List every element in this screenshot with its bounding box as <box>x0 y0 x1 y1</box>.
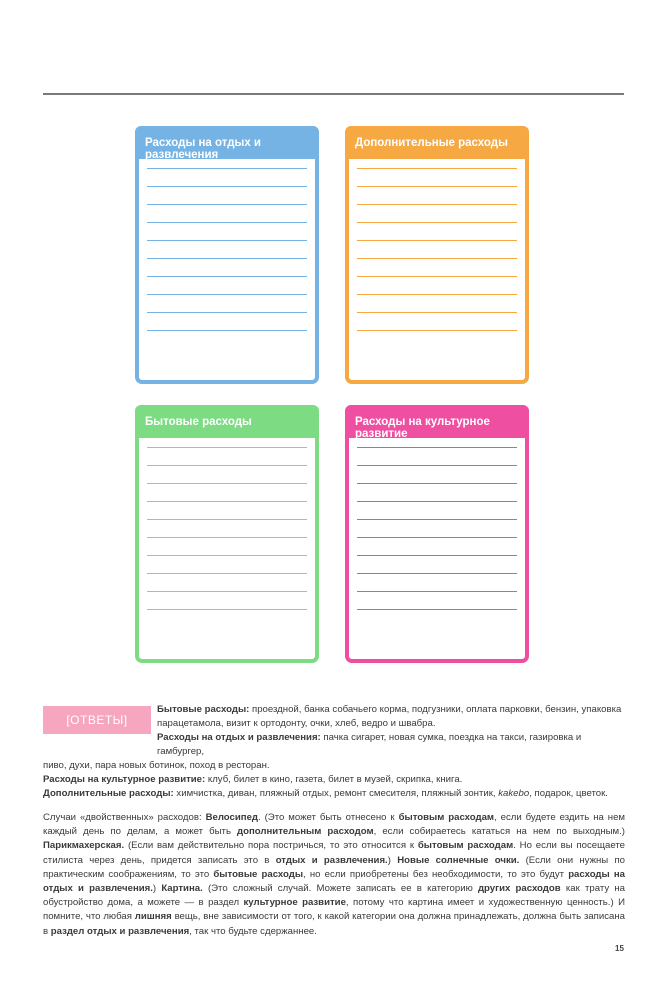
answer-extra <box>43 787 626 801</box>
card-additional-expenses <box>345 126 529 384</box>
card-culture-expenses <box>345 405 529 663</box>
writing-line <box>357 330 517 331</box>
answer-kakebo: kakebo <box>498 788 530 799</box>
note-text: ) <box>152 883 162 895</box>
writing-line <box>357 573 517 574</box>
note-bold: расходы на отдых и развлечения. <box>43 868 625 895</box>
note-text: ) <box>387 854 398 866</box>
note-bold: культурное развитие <box>243 897 346 909</box>
note-bold: Новые солнечные очки. <box>397 854 520 866</box>
answer-text: химчистка, диван, пляжный отдых, ремонт смесителя, пляжный зонтик, <box>173 788 499 799</box>
card-title: Бытовые расходы <box>135 405 319 438</box>
answer-text: , подарок, цветок. <box>529 788 608 799</box>
note-text: Случаи «двойственных» расходов: <box>43 812 206 823</box>
answer-text: клуб, билет в кино, газета, билет в музей, скрипка, книга. <box>205 774 463 785</box>
card-title: Расходы на культурное развитие <box>345 405 529 438</box>
answer-label: Бытовые расходы: <box>157 704 250 715</box>
writing-line <box>147 222 307 223</box>
writing-line <box>357 537 517 538</box>
writing-line <box>357 258 517 259</box>
writing-line <box>357 168 517 169</box>
writing-line <box>357 609 517 610</box>
note-text: (Если они нужны по практическим соображениям, то это <box>43 854 625 880</box>
writing-line <box>357 276 517 277</box>
writing-line <box>147 555 307 556</box>
writing-line <box>147 483 307 484</box>
answer-culture <box>43 773 626 787</box>
answers-badge: [ОТВЕТЫ] <box>43 706 151 734</box>
card-leisure-expenses <box>135 126 319 384</box>
writing-line <box>147 204 307 205</box>
note-bold: бытовым расходам <box>417 840 514 852</box>
note-bold: отдых и развлечения. <box>275 854 388 866</box>
writing-line <box>357 465 517 466</box>
writing-line <box>357 501 517 502</box>
note-text: (Это сложный случай. Можете записать ее в категорию <box>202 883 478 895</box>
answer-text: пачка сигарет, новая сумка, поездка на такси, газировка и гамбургер, <box>157 732 582 757</box>
writing-line <box>357 519 517 520</box>
writing-lines[interactable] <box>147 168 307 348</box>
writing-line <box>147 186 307 187</box>
writing-line <box>147 258 307 259</box>
writing-line <box>357 240 517 241</box>
page-number: 15 <box>615 944 624 953</box>
answer-household <box>43 703 626 731</box>
note-text: . Но если вы посещаете стилиста через день, придется записать это в <box>43 840 625 866</box>
writing-line <box>357 222 517 223</box>
note-bold: Велосипед <box>205 812 258 823</box>
writing-line <box>147 501 307 502</box>
note-text: , потому что картина имеет и художественную ценность.) И помните, что любая <box>43 897 625 923</box>
writing-lines[interactable] <box>147 447 307 627</box>
card-title: Дополнительные расходы <box>345 126 529 159</box>
note-text: (Если вам действительно пора постричься, то это относится к <box>124 840 418 852</box>
note-bold: раздел отдых и развлечения <box>50 925 190 937</box>
writing-lines[interactable] <box>357 168 517 348</box>
writing-line <box>357 186 517 187</box>
writing-line <box>357 294 517 295</box>
writing-line <box>357 447 517 448</box>
answer-leisure <box>43 731 626 759</box>
writing-lines[interactable] <box>357 447 517 627</box>
note-bold: Картина. <box>161 883 203 895</box>
answer-label: Расходы на отдых и развлечения: <box>157 732 321 743</box>
ambiguous-cases-note <box>43 811 625 939</box>
writing-line <box>147 447 307 448</box>
note-bold: Парикмахерская. <box>43 840 125 852</box>
note-text: , если будете ездить на нем каждый день по делам, а может быть <box>43 812 625 838</box>
note-bold: других расходов <box>477 883 561 895</box>
writing-line <box>147 312 307 313</box>
answer-leisure-cont: пиво, духи, пара новых ботинок, поход в ресторан. <box>43 760 270 771</box>
note-text: , но если приобретены без необходимости, то это будут <box>303 868 569 880</box>
writing-line <box>147 537 307 538</box>
note-bold: бытовые расходы <box>213 868 304 880</box>
card-title: Расходы на отдых и развлечения <box>135 126 319 159</box>
writing-line <box>147 609 307 610</box>
writing-line <box>357 591 517 592</box>
writing-line <box>147 573 307 574</box>
writing-line <box>147 465 307 466</box>
writing-line <box>147 240 307 241</box>
writing-line <box>147 276 307 277</box>
writing-line <box>357 483 517 484</box>
writing-line <box>357 555 517 556</box>
writing-line <box>147 294 307 295</box>
writing-line <box>357 204 517 205</box>
answer-label: Расходы на культурное развитие: <box>43 774 206 785</box>
top-rule <box>43 93 624 95</box>
answer-text: проездной, банка собачьего корма, подгузники, оплата парковки, бензин, упаковка парацетамола, визит к ортодонту, очки, хлеб, ведро и швабра. <box>157 704 622 729</box>
writing-line <box>147 519 307 520</box>
note-text: вещь, вне зависимости от того, к какой категории она должна принадлежать, должна быть записана в <box>43 911 625 937</box>
answers-block <box>43 703 626 801</box>
writing-line <box>147 330 307 331</box>
note-bold: бытовым расходам <box>398 812 495 823</box>
note-text: , если собираетесь кататься на нем по выходным.) <box>373 826 625 838</box>
card-household-expenses <box>135 405 319 663</box>
writing-line <box>147 591 307 592</box>
note-text: . (Это может быть отнесено к <box>258 812 399 823</box>
writing-line <box>147 168 307 169</box>
note-bold: дополнительным расходом <box>237 826 374 838</box>
note-text: , так что будьте сдержаннее. <box>189 925 317 937</box>
note-bold: лишняя <box>134 911 172 923</box>
answer-label: Дополнительные расходы: <box>43 788 174 799</box>
writing-line <box>357 312 517 313</box>
note-text: как трату на обустройство дома, а можете — в раздел <box>43 883 625 909</box>
